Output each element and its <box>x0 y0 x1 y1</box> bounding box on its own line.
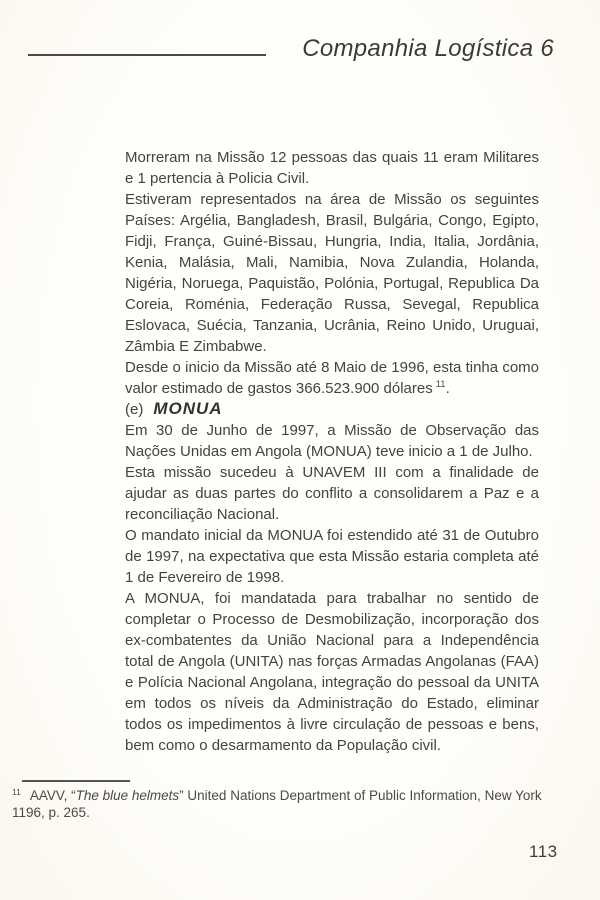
paragraph-costs-text: Desde o inicio da Missão até 8 Maio de 1996, esta tinha como valor estimado de gastos 366.523.900 dólares <box>125 359 539 397</box>
paragraph-costs <box>125 357 539 399</box>
footnote-separator-rule <box>22 780 130 782</box>
footnote-number: 11 <box>12 786 21 797</box>
footnote-text-post: ” United Nations Department of Public Information, New York 1196, p. 265. <box>12 788 542 820</box>
body-text-column <box>125 147 539 756</box>
footnote-text-italic-title: The blue helmets <box>75 788 180 803</box>
paragraph-monua-purpose: Esta missão sucedeu à UNAVEM III com a finalidade de ajudar as duas partes do conflito a consolidarem a Paz e a reconciliação Nacional. <box>125 464 539 523</box>
page-number: 113 <box>529 842 558 861</box>
section-title: MONUA <box>153 399 223 418</box>
paragraph-costs-period: . <box>445 380 450 397</box>
paragraph-countries: Estiveram representados na área de Missão os seguintes Países: Argélia, Bangladesh, Brasil, Bulgária, Congo, Egipto, Fidji, França, Guiné-Bissau, Hungria, India, Italia, Jordânia, Kenia, Malásia, Mali, Namibia, Nova Zulandia, Holanda, Nigéria, Noruega, Paquistão, Polónia, Portugal, Republica Da Coreia, Roménia, Federação Russa, Sevegal, Republica Eslovaca, Suécia, Tanzania, Ucrânia, Reino Unido, Uruguai, Zâmbia E Zimbabwe. <box>125 191 539 355</box>
header-rule <box>28 54 266 56</box>
paragraph-casualties: Morreram na Missão 12 pessoas das quais 11 eram Militares e 1 pertencia à Policia Civil. <box>125 149 539 187</box>
paragraph-monua-start: Em 30 de Junho de 1997, a Missão de Observação das Nações Unidas em Angola (MONUA) teve inicio a 1 de Julho. <box>125 422 539 460</box>
footnote <box>12 787 552 821</box>
footnote-text-pre: AAVV, “ <box>29 788 76 803</box>
paragraph-monua-mandate-dates: O mandato inicial da MONUA foi estendido até 31 de Outubro de 1997, na expectativa que esta Missão estaria completa até 1 de Fevereiro de 1998. <box>125 527 539 586</box>
paragraph-monua-mandate-tasks: A MONUA, foi mandatada para trabalhar no sentido de completar o Processo de Desmobilização, incorporação dos ex-combatentes da União Nacional para a Independência total de Angola (UNITA) nas forças Armadas Angolanas (FAA) e Polícia Nacional Angolana, integração do pessoal da UNITA em todos os níveis da Administração do Estado, eliminar todos os impedimentos à livre circulação de pessoas e bens, bem como o desarmamento da População civil. <box>125 590 539 754</box>
footnote-reference-mark: 11 <box>435 379 446 390</box>
section-letter: (e) <box>125 401 144 418</box>
page-title: Companhia Logística 6 <box>302 35 554 62</box>
section-heading-monua <box>125 399 539 420</box>
